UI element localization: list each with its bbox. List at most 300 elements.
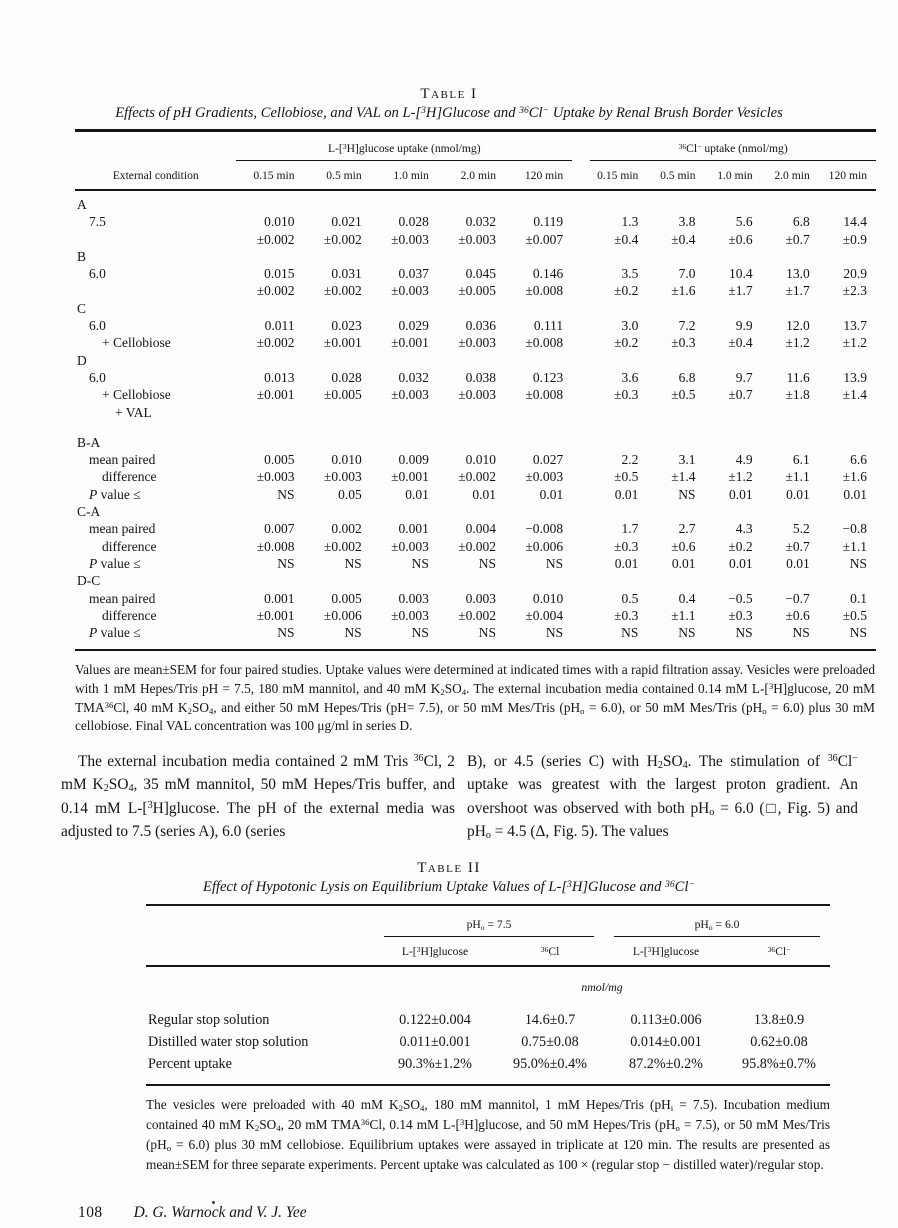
- data-cell: 4.9: [735, 452, 753, 468]
- data-cell: ±0.004: [525, 607, 564, 623]
- column-gap: [572, 451, 590, 468]
- data-cell: 13.7: [843, 318, 867, 334]
- data-cell: [438, 421, 505, 451]
- data-cell: ±0.003: [323, 469, 362, 485]
- data-cell: 0.010: [331, 452, 362, 468]
- data-cell: −0.8: [842, 521, 867, 537]
- data-cell: 0.01: [614, 486, 639, 502]
- data-cell: 0.01: [843, 486, 867, 502]
- row-label: 7.5: [89, 214, 106, 230]
- data-cell: 0.029: [398, 318, 429, 334]
- data-cell: ±0.002: [323, 283, 362, 299]
- section-row: [75, 503, 876, 520]
- data-cell: 7.2: [678, 318, 696, 334]
- data-cell: [505, 572, 572, 589]
- table2-caption: Table II: [417, 860, 481, 877]
- data-cell: 14.4: [843, 214, 867, 230]
- sub-column-header: $^{36}$Cl−: [728, 937, 830, 966]
- data-cell: 0.021: [331, 214, 362, 230]
- data-cell: ±0.003: [458, 335, 497, 351]
- units-label: nmol/mg: [581, 980, 623, 995]
- data-cell: ±0.6: [785, 607, 810, 623]
- section-row: [75, 421, 876, 451]
- table1-footnote: Values are mean±SEM for four paired studies. Uptake values were determined at indicated times with a rapid filtration assay. Vesicles were preloaded with 1 mM Hepes/Tris pH = 7.5, 180 mM mannitol, and 40 mM $K_2SO_4$. The external incubation media contained 0.14 mM L-[$^3$H]glucose, 20 mM TMA$^{36}$Cl, 40 mM $K_2SO_4$, and either 50 mM Hepes/Tris (pH= 7.5), or 50 mM Mes/Tris $(pH_o = 6.0)$, or 50 mM Mes/Tris $(pH_o = 6.0)$ plus 30 mM cellobiose. Final VAL concentration was 100 μg/ml in series D.: [75, 662, 875, 734]
- data-cell: ±0.002: [458, 469, 497, 485]
- data-cell: 0.01: [729, 555, 753, 571]
- data-cell: [705, 572, 762, 589]
- table-row: [75, 590, 876, 607]
- data-cell: 87.2%±0.2%: [629, 1056, 704, 1073]
- data-cell: 3.8: [678, 214, 696, 230]
- table-row: [75, 451, 876, 468]
- row-label: P value ≤: [89, 625, 141, 641]
- data-cell: 0.004: [465, 521, 497, 537]
- data-cell: 3.5: [621, 266, 639, 282]
- row-label: difference: [102, 538, 157, 554]
- data-cell: 20.9: [843, 266, 867, 282]
- row-label: B-A: [77, 434, 101, 450]
- data-cell: −0.5: [728, 590, 753, 606]
- table-row: [75, 624, 876, 650]
- data-cell: [819, 404, 876, 421]
- data-cell: 9.9: [735, 318, 753, 334]
- table1-row-header: External condition: [75, 131, 236, 191]
- data-cell: [438, 503, 505, 520]
- row-label: 6.0: [89, 369, 106, 385]
- row-label: + VAL: [115, 404, 152, 420]
- data-cell: 95.8%±0.7%: [742, 1056, 817, 1073]
- column-gap: [572, 190, 590, 213]
- data-cell: [304, 404, 371, 421]
- data-cell: 0.002: [331, 521, 362, 537]
- data-cell: ±0.7: [785, 538, 810, 554]
- data-cell: 0.146: [532, 266, 564, 282]
- data-cell: 5.2: [792, 521, 810, 537]
- data-cell: 0.119: [533, 214, 564, 230]
- data-cell: 3.0: [621, 318, 639, 334]
- data-cell: ±0.008: [256, 538, 295, 554]
- data-cell: 0.015: [264, 266, 295, 282]
- data-cell: 13.9: [843, 369, 867, 385]
- data-cell: [304, 352, 371, 369]
- row-label: C-A: [77, 504, 101, 520]
- data-cell: [236, 572, 303, 589]
- table2-group-ph60: $pH_o = 6.0$: [604, 905, 830, 937]
- time-column-header: 120 min: [819, 161, 876, 191]
- data-cell: ±1.1: [785, 469, 810, 485]
- data-cell: 0.003: [465, 590, 497, 606]
- data-cell: 11.6: [786, 369, 810, 385]
- data-cell: ±0.001: [323, 335, 362, 351]
- data-cell: ±0.3: [614, 387, 639, 403]
- column-gap: [572, 282, 590, 299]
- data-cell: 0.010: [532, 590, 564, 606]
- data-cell: 0.010: [264, 214, 295, 230]
- table-row: [146, 1031, 830, 1053]
- data-cell: 3.6: [621, 369, 639, 385]
- time-column-header: 0.15 min: [236, 161, 303, 191]
- data-cell: ±0.003: [391, 538, 429, 554]
- data-cell: [236, 300, 303, 317]
- data-cell: −0.008: [525, 521, 564, 537]
- time-column-header: 1.0 min: [371, 161, 438, 191]
- data-cell: [304, 503, 371, 520]
- table-row: [75, 231, 876, 248]
- data-cell: [236, 421, 303, 451]
- table1-group-chloride: $^{36}$Cl− uptake (nmol/mg): [590, 131, 876, 161]
- table1: [75, 129, 876, 651]
- column-gap: [572, 421, 590, 451]
- data-cell: [705, 300, 762, 317]
- column-gap: [572, 404, 590, 421]
- data-cell: [590, 248, 647, 265]
- section-row: [75, 190, 876, 213]
- data-cell: ±0.3: [728, 607, 753, 623]
- data-cell: 7.0: [678, 266, 696, 282]
- table-row: [75, 538, 876, 555]
- data-cell: [590, 352, 647, 369]
- row-label: [75, 231, 236, 248]
- table2: [146, 904, 830, 1086]
- data-cell: ±0.003: [391, 283, 429, 299]
- column-gap: [572, 590, 590, 607]
- data-cell: 0.01: [614, 555, 639, 571]
- data-cell: [371, 300, 438, 317]
- data-cell: [647, 404, 704, 421]
- row-label: difference: [102, 607, 157, 623]
- data-cell: [590, 503, 647, 520]
- data-cell: [236, 248, 303, 265]
- data-cell: 10.4: [729, 266, 753, 282]
- data-cell: 0.4: [678, 590, 696, 606]
- data-cell: 5.6: [735, 214, 753, 230]
- data-cell: ±0.003: [458, 387, 497, 403]
- data-cell: 9.7: [735, 369, 753, 385]
- data-cell: [371, 503, 438, 520]
- data-cell: [819, 352, 876, 369]
- data-cell: ±0.006: [525, 538, 564, 554]
- data-cell: ±0.6: [671, 538, 696, 554]
- table-row: [75, 607, 876, 624]
- data-cell: NS: [277, 625, 295, 641]
- table2-footnote: The vesicles were preloaded with 40 mM $K_2SO_4$, 180 mM mannitol, 1 mM Hepes/Tris $(pH_i = 7.5)$. Incubation medium contained 40 mM $K_2SO_4$, 20 mM TMA$^{36}$Cl, 0.14 mM L-[$^3$H]glucose, and 50 mM Hepes/Tris $(pH_o = 7.5)$, or 50 mM Mes/Tris $(pH_o = 6.0)$ plus 30 mM cellobiose. Equilibrium uptakes were assayed in triplicate at 120 min. The results are presented as mean±SEM for three separate experiments. Percent uptake was calculated as 100 × (regular stop − distilled water)/regular stop.: [146, 1097, 831, 1172]
- data-cell: 13.0: [786, 266, 810, 282]
- sub-column-header: L-[$^3$H]glucose: [374, 937, 496, 966]
- table1-group-row: [75, 131, 876, 161]
- row-label: Regular stop solution: [148, 1011, 270, 1028]
- data-cell: [371, 248, 438, 265]
- data-cell: 0.027: [532, 452, 564, 468]
- section-row: [75, 300, 876, 317]
- data-cell: NS: [478, 555, 497, 571]
- data-cell: ±0.3: [614, 538, 639, 554]
- data-cell: ±0.003: [458, 231, 497, 247]
- data-cell: 0.001: [398, 521, 429, 537]
- data-cell: ±0.008: [525, 387, 564, 403]
- data-cell: 0.031: [331, 266, 362, 282]
- units-spacer: [146, 966, 374, 1008]
- data-cell: [590, 572, 647, 589]
- data-cell: ±0.007: [525, 231, 564, 247]
- data-cell: ±0.7: [785, 231, 810, 247]
- data-cell: [705, 503, 762, 520]
- data-cell: NS: [545, 555, 564, 571]
- data-cell: [590, 300, 647, 317]
- data-cell: 90.3%±1.2%: [398, 1056, 472, 1073]
- data-cell: 0.009: [398, 452, 429, 468]
- data-cell: ±0.006: [323, 607, 362, 623]
- data-cell: [705, 248, 762, 265]
- table-row: [75, 213, 876, 230]
- table1-title: Effects of pH Gradients, Cellobiose, and VAL on L-[$^3$H]Glucose and $^{36}$Cl− Uptake by Renal Brush Border Vesicles: [115, 104, 783, 121]
- data-cell: ±1.8: [785, 387, 810, 403]
- data-cell: [505, 352, 572, 369]
- table-row: [75, 334, 876, 351]
- data-cell: NS: [478, 625, 497, 641]
- data-cell: ±1.6: [671, 283, 696, 299]
- row-label: mean paired: [89, 521, 156, 537]
- data-cell: ±0.003: [391, 387, 429, 403]
- data-cell: [819, 190, 876, 213]
- column-gap: [572, 131, 590, 161]
- data-cell: [819, 572, 876, 589]
- data-cell: [762, 572, 819, 589]
- data-cell: 0.123: [532, 369, 564, 385]
- sub-column-header: L-[$^3$H]glucose: [604, 937, 728, 966]
- data-cell: [304, 248, 371, 265]
- data-cell: [647, 503, 704, 520]
- data-cell: [371, 572, 438, 589]
- data-cell: 0.113±0.006: [630, 1011, 702, 1028]
- data-cell: ±0.001: [256, 387, 295, 403]
- data-cell: 0.010: [465, 452, 497, 468]
- row-label: P value ≤: [89, 555, 141, 571]
- body-text: [61, 750, 858, 844]
- page-footer: [78, 1204, 898, 1222]
- data-cell: 13.8±0.9: [753, 1011, 805, 1028]
- data-cell: ±0.2: [614, 335, 639, 351]
- data-cell: [236, 404, 303, 421]
- row-label: + Cellobiose: [102, 387, 171, 403]
- data-cell: ±1.7: [728, 283, 753, 299]
- data-cell: NS: [735, 625, 753, 641]
- data-cell: [304, 421, 371, 451]
- data-cell: 4.3: [735, 521, 753, 537]
- data-cell: NS: [277, 486, 295, 502]
- data-cell: ±0.002: [256, 335, 295, 351]
- data-cell: [371, 352, 438, 369]
- data-cell: [647, 352, 704, 369]
- data-cell: 0.001: [264, 590, 295, 606]
- data-cell: [590, 421, 647, 451]
- data-cell: NS: [344, 625, 362, 641]
- data-cell: 0.01: [786, 555, 810, 571]
- data-cell: [304, 572, 371, 589]
- data-cell: 0.62±0.08: [750, 1033, 808, 1050]
- data-cell: [236, 503, 303, 520]
- row-label: + Cellobiose: [102, 335, 171, 351]
- table-row: [75, 555, 876, 572]
- row-label: [75, 282, 236, 299]
- data-cell: ±0.001: [391, 335, 429, 351]
- data-cell: [590, 404, 647, 421]
- time-column-header: 0.15 min: [590, 161, 647, 191]
- data-cell: [505, 503, 572, 520]
- table1-group-glucose: L-[$^3$H]glucose uptake (nmol/mg): [236, 131, 572, 161]
- column-gap: [572, 369, 590, 386]
- data-cell: 0.038: [465, 369, 497, 385]
- data-cell: ±0.9: [842, 231, 867, 247]
- row-label: D: [77, 352, 87, 368]
- data-cell: 0.045: [465, 266, 497, 282]
- data-cell: ±0.003: [391, 607, 429, 623]
- row-label: mean paired: [89, 590, 156, 606]
- table2-body: [146, 966, 830, 1085]
- data-cell: ±1.1: [671, 607, 696, 623]
- data-cell: NS: [277, 555, 295, 571]
- data-cell: 0.037: [398, 266, 429, 282]
- column-gap: [572, 265, 590, 282]
- data-cell: NS: [344, 555, 362, 571]
- data-cell: ±1.1: [842, 538, 867, 554]
- data-cell: [304, 300, 371, 317]
- data-cell: 2.2: [621, 452, 639, 468]
- table-row: [75, 369, 876, 386]
- data-cell: 0.028: [331, 369, 362, 385]
- data-cell: ±1.6: [842, 469, 867, 485]
- data-cell: NS: [849, 625, 867, 641]
- data-cell: [371, 404, 438, 421]
- data-cell: [762, 503, 819, 520]
- data-cell: −0.7: [785, 590, 810, 606]
- data-cell: [819, 300, 876, 317]
- column-gap: [572, 538, 590, 555]
- data-cell: 14.6±0.7: [524, 1011, 576, 1028]
- data-cell: 0.005: [331, 590, 362, 606]
- data-cell: [819, 421, 876, 451]
- data-cell: ±0.001: [256, 607, 295, 623]
- data-cell: [819, 503, 876, 520]
- data-cell: [647, 300, 704, 317]
- running-authors: D. G. Warnock and V. J. Yee: [133, 1204, 307, 1222]
- column-gap: [572, 624, 590, 650]
- data-cell: ±1.7: [785, 283, 810, 299]
- data-cell: 0.01: [786, 486, 810, 502]
- data-cell: 1.7: [621, 521, 639, 537]
- data-cell: 0.5: [621, 590, 639, 606]
- data-cell: [762, 190, 819, 213]
- data-cell: ±1.2: [728, 469, 753, 485]
- table-row: [75, 468, 876, 485]
- data-cell: [762, 404, 819, 421]
- data-cell: 0.011±0.001: [399, 1033, 471, 1050]
- data-cell: ±0.005: [323, 387, 362, 403]
- table-row: [146, 1053, 830, 1085]
- data-cell: ±0.7: [728, 387, 753, 403]
- table-row: [146, 1009, 830, 1031]
- data-cell: [505, 190, 572, 213]
- data-cell: [371, 421, 438, 451]
- data-cell: NS: [411, 625, 429, 641]
- data-cell: [705, 404, 762, 421]
- data-cell: 2.7: [678, 521, 696, 537]
- row-label: A: [77, 197, 87, 212]
- ink-speck: [212, 1201, 215, 1204]
- table-row: [75, 486, 876, 503]
- data-cell: ±0.002: [323, 538, 362, 554]
- data-cell: 0.028: [398, 214, 429, 230]
- data-cell: [590, 190, 647, 213]
- data-cell: 6.6: [850, 452, 867, 468]
- data-cell: 6.1: [792, 452, 810, 468]
- row-label: 6.0: [89, 266, 106, 282]
- data-cell: ±0.002: [256, 283, 295, 299]
- data-cell: [647, 248, 704, 265]
- data-cell: NS: [678, 625, 696, 641]
- data-cell: ±0.003: [525, 469, 564, 485]
- data-cell: [647, 572, 704, 589]
- data-cell: ±0.002: [256, 231, 295, 247]
- data-cell: [762, 248, 819, 265]
- column-gap: [572, 520, 590, 537]
- data-cell: [705, 190, 762, 213]
- data-cell: NS: [545, 625, 564, 641]
- body-left-paragraph: The external incubation media contained 2 mM Tris $^{36}$Cl, 2 mM $K_2SO_4$, 35 mM mannitol, 50 mM Hepes/Tris buffer, and 0.14 mM L-[$^3$H]glucose. The pH of the external media was adjusted to 7.5 (series A), 6.0 (series: [61, 752, 456, 841]
- section-row: [75, 248, 876, 265]
- data-cell: ±0.002: [458, 607, 497, 623]
- row-label: Percent uptake: [148, 1056, 232, 1073]
- table2-title: Effect of Hypotonic Lysis on Equilibrium Uptake Values of L-[$^3$H]Glucose and $^{36}$Cl−: [203, 879, 695, 896]
- data-cell: 6.8: [792, 214, 810, 230]
- data-cell: 0.01: [671, 555, 696, 571]
- data-cell: NS: [678, 486, 696, 502]
- table2-units-row: [146, 966, 830, 1008]
- data-cell: ±0.003: [391, 231, 429, 247]
- data-cell: 0.01: [539, 486, 564, 502]
- table-row: [75, 317, 876, 334]
- table2-group-row: [146, 905, 830, 937]
- data-cell: ±1.4: [842, 387, 867, 403]
- data-cell: [705, 421, 762, 451]
- data-cell: 0.014±0.001: [630, 1033, 702, 1050]
- data-cell: 0.023: [331, 318, 362, 334]
- table2-row-header-spacer: [146, 905, 374, 966]
- data-cell: [505, 300, 572, 317]
- data-cell: 0.003: [398, 590, 429, 606]
- column-gap: [572, 607, 590, 624]
- data-cell: 1.3: [621, 214, 639, 230]
- data-cell: [762, 421, 819, 451]
- table1-caption: Table I: [420, 86, 478, 102]
- data-cell: [505, 421, 572, 451]
- data-cell: 0.122±0.004: [399, 1011, 471, 1028]
- data-cell: 0.01: [729, 486, 753, 502]
- row-label: C: [77, 300, 87, 316]
- data-cell: NS: [621, 625, 639, 641]
- data-cell: 95.0%±0.4%: [513, 1056, 587, 1073]
- data-cell: [438, 248, 505, 265]
- data-cell: NS: [792, 625, 810, 641]
- data-cell: [371, 190, 438, 213]
- data-cell: [236, 190, 303, 213]
- data-cell: [505, 404, 572, 421]
- data-cell: 0.036: [465, 318, 497, 334]
- section-row: [75, 352, 876, 369]
- row-label: mean paired: [89, 452, 156, 468]
- data-cell: 3.1: [678, 452, 696, 468]
- section-row: [75, 404, 876, 421]
- data-cell: ±0.005: [458, 283, 497, 299]
